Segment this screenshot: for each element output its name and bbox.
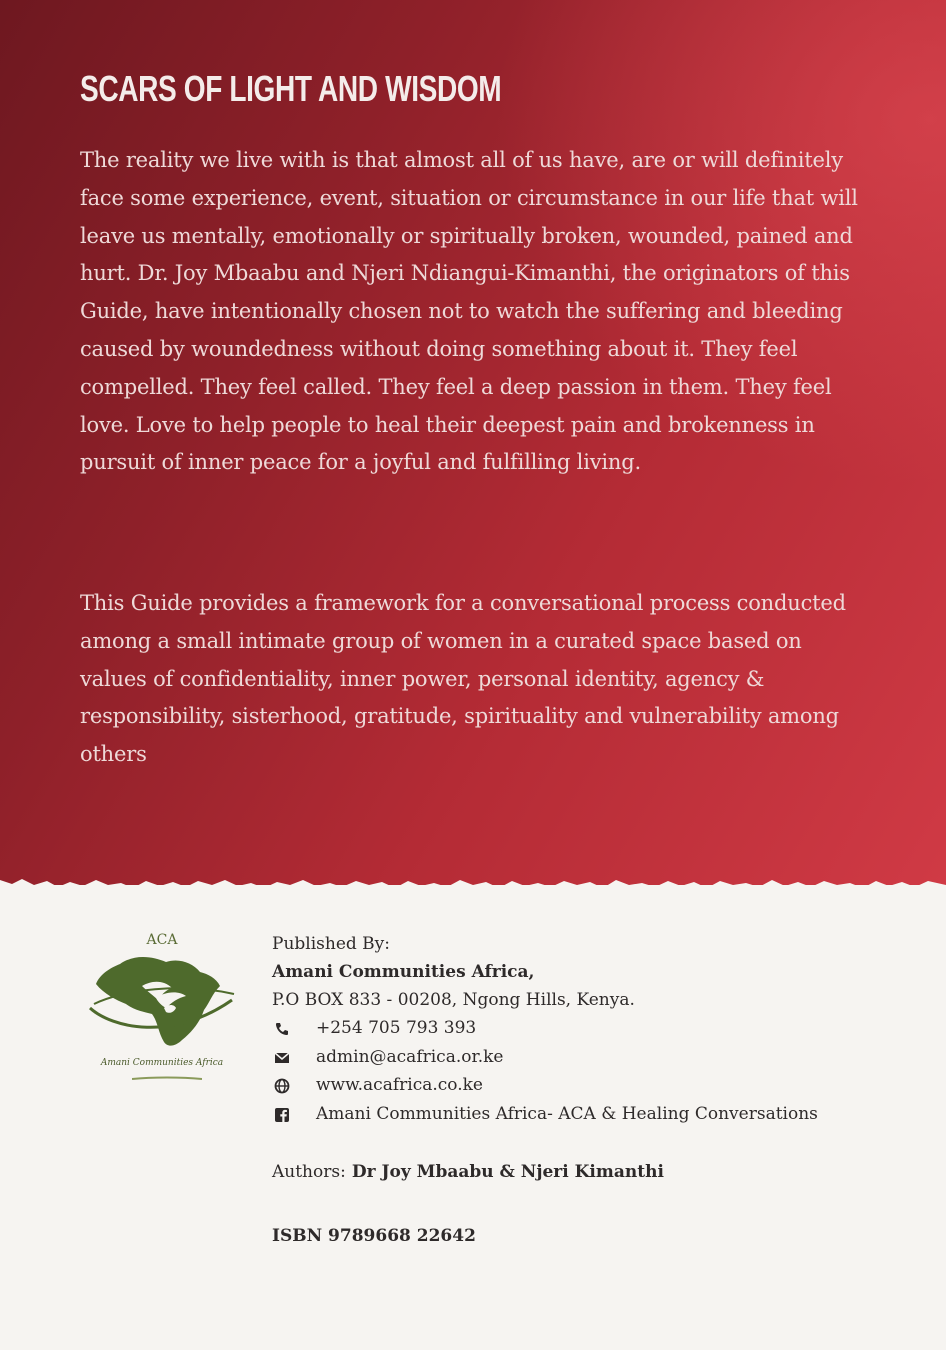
facebook-icon — [274, 1107, 290, 1123]
authors-names: Dr Joy Mbaabu & Njeri Kimanthi — [351, 1162, 664, 1182]
logo-acronym: ACA — [146, 932, 178, 948]
description-paragraph-1: The reality we live with is that almost all of us have, are or will definitely face some experience, event, situation or circumstance in our life that will leave us mentally, emotionally or spiritually broken, wounded, pained and hurt. Dr. Joy Mbaabu and Njeri Ndiangui-Kimanthi, the originators of this Guide, have intentionally chosen not to watch the suffering and bleeding caused by woundedness without doing something about it. They feel compelled. They feel called. They feel a deep passion in them. They feel love. Love to help people to heal their deepest pain and brokenness in pursuit of inner peace for a joyful and fulfilling living. — [80, 148, 858, 475]
phone-number: +254 705 793 393 — [316, 1018, 477, 1038]
aca-logo — [82, 932, 242, 1102]
contact-facebook — [272, 1100, 912, 1129]
africa-map-dove-icon — [82, 946, 242, 1056]
contact-phone — [272, 1014, 912, 1043]
email-icon — [274, 1050, 290, 1066]
website-url: www.acafrica.co.ke — [316, 1075, 483, 1095]
publisher-name: Amani Communities Africa, — [272, 962, 535, 982]
authors-label: Authors: — [272, 1162, 346, 1182]
published-by-label: Published By: — [272, 934, 390, 954]
publisher-address: P.O BOX 833 - 00208, Ngong Hills, Kenya. — [272, 990, 635, 1010]
phone-icon — [274, 1021, 290, 1037]
facebook-page: Amani Communities Africa- ACA & Healing Conversations — [316, 1103, 818, 1124]
publisher-block — [272, 930, 912, 1128]
email-address: admin@acafrica.or.ke — [316, 1046, 504, 1067]
globe-icon — [274, 1078, 290, 1094]
logo-underline — [132, 1076, 202, 1082]
authors-line — [272, 1162, 664, 1182]
description-paragraph-2: This Guide provides a framework for a conversational process conducted among a small intimate group of women in a curated space based on values of confidentiality, inner power, personal identity, agency & responsibility, sisterhood, gratitude, spirituality and vulnerability among others — [80, 591, 846, 767]
contact-email — [272, 1043, 912, 1072]
contact-website — [272, 1071, 912, 1100]
logo-organization-name: Amani Communities Africa — [100, 1058, 224, 1068]
isbn-number: ISBN 9789668 22642 — [272, 1226, 476, 1246]
cover-title: SCARS OF LIGHT AND WISDOM — [80, 68, 502, 109]
